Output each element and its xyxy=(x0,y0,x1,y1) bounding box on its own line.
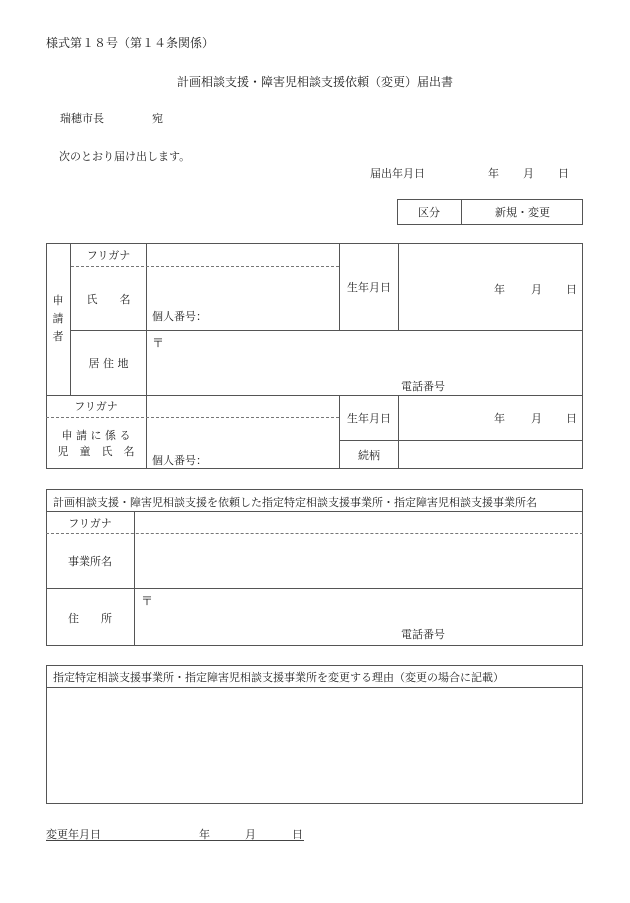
child-dob-year[interactable]: 年 xyxy=(494,412,505,425)
child-id-number-label: 個人番号： xyxy=(152,454,207,467)
child-dob-label: 生年月日 xyxy=(347,411,391,425)
applicant-address-label: 居 住 地 xyxy=(88,357,129,370)
change-date-label: 変更年月日 xyxy=(46,828,101,841)
addressee-name: 瑞穂市長 xyxy=(60,112,104,125)
office-postal-mark: 〒 xyxy=(141,594,154,608)
child-relation-field[interactable] xyxy=(399,441,583,469)
applicant-dob-label: 生年月日 xyxy=(347,280,391,294)
applicant-phone-label: 電話番号 xyxy=(401,380,445,393)
office-furigana-field[interactable] xyxy=(135,512,583,533)
addressee-suffix: 宛 xyxy=(152,112,163,125)
office-phone-label: 電話番号 xyxy=(401,628,445,641)
change-date-year[interactable]: 年 xyxy=(199,828,210,841)
category-label: 区分 xyxy=(418,206,440,219)
applicant-dob-year[interactable]: 年 xyxy=(494,283,505,296)
applicant-name-label: 氏 名 xyxy=(86,292,131,306)
office-address-label: 住 所 xyxy=(68,611,112,625)
change-reason-field[interactable] xyxy=(47,688,583,804)
child-furigana-label: フリガナ xyxy=(74,400,118,413)
submission-day[interactable]: 日 xyxy=(558,167,569,180)
office-name-field[interactable] xyxy=(135,534,583,588)
office-header: 計画相談支援・障害児相談支援を依頼した指定特定相談支援事業所・指定障害児相談支援事業所名 xyxy=(53,496,537,509)
applicant-furigana-field[interactable] xyxy=(147,244,339,266)
submission-year[interactable]: 年 xyxy=(488,167,499,180)
child-furigana-field[interactable] xyxy=(147,396,339,417)
change-reason-header: 指定特定相談支援事業所・指定障害児相談支援事業所を変更する理由（変更の場合に記載） xyxy=(53,671,504,684)
office-name-label: 事業所名 xyxy=(68,555,112,568)
applicant-dob-month[interactable]: 月 xyxy=(531,283,542,296)
child-relation-label: 続柄 xyxy=(358,449,380,462)
applicant-postal-mark: 〒 xyxy=(152,336,165,350)
change-date-month[interactable]: 月 xyxy=(245,828,256,841)
change-date-day[interactable]: 日 xyxy=(292,828,303,841)
submission-date-label: 届出年月日 xyxy=(370,167,425,180)
submission-month[interactable]: 月 xyxy=(523,167,534,180)
applicant-furigana-label: フリガナ xyxy=(86,248,131,262)
child-dob-day[interactable]: 日 xyxy=(566,412,577,425)
form-title: 計画相談支援・障害児相談支援依頼（変更）届出書 xyxy=(176,75,453,89)
category-value[interactable]: 新規・変更 xyxy=(495,206,550,219)
intro-text: 次のとおり届け出します。 xyxy=(59,150,191,163)
applicant-id-number-label: 個人番号： xyxy=(152,310,207,323)
applicant-section-label: 申 請 者 xyxy=(52,294,64,343)
applicant-dob-day[interactable]: 日 xyxy=(566,283,577,296)
office-furigana-label: フリガナ xyxy=(68,516,112,530)
child-dob-month[interactable]: 月 xyxy=(531,412,542,425)
form-number: 様式第１８号（第１４条関係） xyxy=(46,36,215,50)
child-name-label: 申 請 に 係 る 児 童 氏 名 xyxy=(57,428,135,458)
